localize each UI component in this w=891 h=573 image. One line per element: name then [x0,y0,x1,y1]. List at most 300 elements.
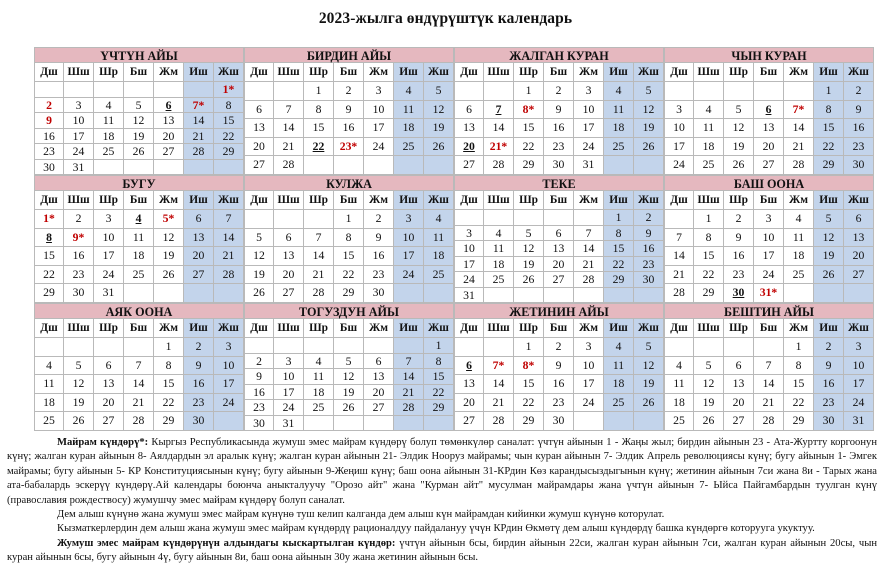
weekday-header: Жш [214,63,244,82]
day-cell: 21 [274,138,304,157]
day-cell: 9 [244,369,274,385]
day-cell [304,416,334,432]
weekday-header: Жш [424,191,454,210]
day-cell: 7 [274,101,304,120]
day-cell: 23 [64,266,94,285]
month-block [664,303,874,431]
day-cell: 12 [424,101,454,120]
day-cell [424,416,454,432]
day-cell: 29 [154,412,184,431]
month-name: ҮЧТҮН АЙЫ [34,47,244,63]
day-cell: 10 [394,229,424,248]
month-name: БИРДИН АЙЫ [244,47,454,63]
day-cell: 19 [64,394,94,413]
day-cell: 20 [94,394,124,413]
weekday-header-row [34,191,244,210]
weekday-header: Иш [814,319,844,338]
day-cell: 3 [274,354,304,370]
week-row [454,210,664,226]
day-cell: 26 [244,284,274,303]
day-cell: 2 [64,210,94,229]
day-cell: 11 [784,229,814,248]
day-cell: 5 [334,354,364,370]
weekday-header: Иш [814,63,844,82]
day-cell: 31 [94,284,124,303]
day-cell [454,82,484,101]
day-cell [664,338,694,357]
day-cell: 15 [424,369,454,385]
weekday-header: Дш [454,63,484,82]
day-cell: 6 [94,357,124,376]
holidays-note-text: Кыргыз Республикасында жумуш эмес майрам күндөрү болуп төмөнкүлөр саналат: үчтүн айынын 1 - Жаңы жыл; бирдин айынын 23 - Ата-Журтту коргоонун күнү; жалган куран айынын 8- Аялдардын эл аралык күнү; жалган куран айынын 21- Элдик Нооруз майрамы; чын куран айынын 7- Элдик Апрель революциясы күнү; бугу айынын 1- Эмгек майрамы; бугу айынын 5- КР Конституциясынын күнү; бугу айынын 9-Жеңиш күнү; баш оона айынын 31-КРдин Көз карандысыздыгынын күнү; жетинин айынын 7си жана 8и - Тарых жана ата-бабалардь эскерүү күндөрү.Ай календары боюнча аныкталуучу "Орозо айт" жана "Курман айт" мусулман майрамдары жана үчтүн айынын 7- Ыйса Пайгамбардын туулган күнү (православия рождествосу) жумушчу эмес майрам күндөрү болуп саналат. [7,437,877,506]
day-cell: 3 [574,82,604,101]
day-cell: 28 [184,144,214,160]
day-cell: 29 [334,284,364,303]
day-cell: 6 [754,101,784,120]
day-cell: 30 [364,284,394,303]
day-cell: 5* [154,210,184,229]
day-cell: 25 [484,272,514,288]
day-cell: 23 [544,138,574,157]
day-cell: 18 [604,375,634,394]
day-cell [364,416,394,432]
calendar-grid [34,47,874,431]
day-cell: 2 [544,82,574,101]
day-cell: 3 [454,226,484,242]
day-cell: 24 [574,138,604,157]
day-cell: 15 [304,119,334,138]
weekday-header: Бш [754,191,784,210]
week-row [664,394,874,413]
day-cell: 9 [634,226,664,242]
day-cell: 23 [814,394,844,413]
day-cell [274,338,304,354]
day-cell: 17 [394,247,424,266]
weekday-header: Иш [394,319,424,338]
day-cell: 29 [424,400,454,416]
weekday-header: Дш [34,191,64,210]
day-cell: 22 [154,394,184,413]
weekday-header: Дш [454,319,484,338]
weekday-header: Шр [724,63,754,82]
day-cell: 6 [454,101,484,120]
day-cell: 27 [544,272,574,288]
week-row [244,156,454,175]
day-cell: 10 [754,229,784,248]
day-cell: 22 [424,385,454,401]
day-cell: 7* [784,101,814,120]
day-cell: 13 [364,369,394,385]
day-cell: 30 [34,160,64,176]
weekday-header: Бш [754,319,784,338]
weekday-header: Шш [274,191,304,210]
day-cell [694,338,724,357]
day-cell [244,338,274,354]
day-cell: 21 [754,394,784,413]
day-cell [724,82,754,101]
day-cell: 12 [154,229,184,248]
weekday-header: Дш [664,63,694,82]
weekday-header-row [34,63,244,82]
day-cell: 27 [724,412,754,431]
day-cell: 21 [784,138,814,157]
day-cell: 16 [244,385,274,401]
day-cell: 5 [724,101,754,120]
month-block [664,47,874,175]
day-cell [34,82,64,98]
day-cell: 11 [394,101,424,120]
day-cell [64,338,94,357]
weekday-header: Шр [514,191,544,210]
day-cell: 14 [274,119,304,138]
day-cell: 20 [454,138,484,157]
day-cell: 8 [304,101,334,120]
day-cell: 14 [214,229,244,248]
weekday-header: Жм [364,319,394,338]
day-cell: 9 [814,357,844,376]
day-cell: 13 [184,229,214,248]
week-row [244,82,454,101]
notes-section [7,436,877,566]
weekday-header: Шр [94,63,124,82]
day-cell: 20 [364,385,394,401]
day-cell: 6 [454,357,484,376]
month-block [454,303,664,431]
day-cell [124,82,154,98]
calendar-quarter [34,303,874,431]
day-cell: 2 [244,354,274,370]
weekday-header: Шр [724,319,754,338]
day-cell: 27 [274,284,304,303]
week-row [244,229,454,248]
weekday-header: Жш [214,191,244,210]
day-cell: 1 [304,82,334,101]
day-cell: 1 [334,210,364,229]
weekday-header: Шр [304,63,334,82]
day-cell: 10 [664,119,694,138]
week-row [34,82,244,98]
day-cell [364,156,394,175]
day-cell: 29 [34,284,64,303]
day-cell: 6 [724,357,754,376]
day-cell: 14 [394,369,424,385]
day-cell: 21 [214,247,244,266]
day-cell: 19 [514,257,544,273]
weekday-header-row [454,191,664,210]
day-cell: 8 [784,357,814,376]
holidays-note [7,436,877,508]
day-cell: 12 [514,241,544,257]
day-cell [784,284,814,303]
day-cell: 2 [844,82,874,101]
day-cell: 3 [394,210,424,229]
weekday-header: Шш [64,63,94,82]
day-cell: 13 [274,247,304,266]
day-cell [94,160,124,176]
week-row [244,101,454,120]
day-cell: 29 [784,412,814,431]
weekday-header-row [34,319,244,338]
weekday-header: Шш [694,191,724,210]
day-cell: 10 [364,101,394,120]
day-cell: 20 [544,257,574,273]
day-cell: 5 [244,229,274,248]
week-row [34,247,244,266]
day-cell: 27 [844,266,874,285]
day-cell: 12 [694,375,724,394]
day-cell: 20 [724,394,754,413]
day-cell: 12 [724,119,754,138]
day-cell: 18 [694,138,724,157]
day-cell: 28 [394,400,424,416]
day-cell: 8 [424,354,454,370]
weekday-header: Жм [784,319,814,338]
month-name: АЯК ООНА [34,303,244,319]
day-cell [274,82,304,101]
day-cell [244,210,274,229]
day-cell: 3 [844,338,874,357]
weekday-header-row [244,63,454,82]
day-cell: 25 [784,266,814,285]
day-cell: 19 [814,247,844,266]
day-cell: 30 [64,284,94,303]
day-cell: 16 [634,241,664,257]
day-cell: 18 [34,394,64,413]
week-row [454,226,664,242]
week-row [244,338,454,354]
weekend-transfer-note: Дем алыш күнүнө жана жумуш эмес майрам күнүнө туш келип калганда дем алыш күн майрамдан кийинки жумуш күнүнө которулат. [57,509,665,521]
day-cell: 19 [634,119,664,138]
weekday-header: Жш [634,319,664,338]
weekday-header: Шр [94,191,124,210]
day-cell [184,284,214,303]
day-cell: 12 [334,369,364,385]
day-cell [214,160,244,176]
day-cell: 8 [334,229,364,248]
day-cell [154,160,184,176]
day-cell [154,284,184,303]
weekday-header: Дш [34,63,64,82]
day-cell: 4 [394,82,424,101]
week-row [664,338,874,357]
weekday-header: Жм [574,319,604,338]
weekday-header: Жм [154,63,184,82]
day-cell: 24 [844,394,874,413]
day-cell: 13 [244,119,274,138]
day-cell: 21* [484,138,514,157]
week-row [244,138,454,157]
day-cell: 11 [124,229,154,248]
week-row [454,156,664,175]
day-cell: 28 [664,284,694,303]
day-cell: 22 [784,394,814,413]
day-cell: 24 [64,144,94,160]
day-cell: 15 [694,247,724,266]
day-cell: 27 [454,156,484,175]
day-cell: 21 [664,266,694,285]
day-cell: 12 [64,375,94,394]
month-block [244,47,454,175]
weekday-header: Иш [394,63,424,82]
day-cell [634,288,664,304]
week-row [454,357,664,376]
day-cell: 16 [814,375,844,394]
day-cell: 4 [664,357,694,376]
week-row [244,210,454,229]
day-cell [664,210,694,229]
weekday-header-row [664,191,874,210]
day-cell: 29 [514,412,544,431]
day-cell [484,82,514,101]
day-cell: 28 [214,266,244,285]
day-cell: 1 [784,338,814,357]
weekday-header: Шш [64,191,94,210]
week-row [664,412,874,431]
week-row [664,375,874,394]
day-cell: 9* [64,229,94,248]
day-cell: 6 [844,210,874,229]
day-cell: 10 [574,357,604,376]
day-cell: 24 [754,266,784,285]
weekday-header: Иш [604,319,634,338]
day-cell: 31 [844,412,874,431]
day-cell: 29 [604,272,634,288]
day-cell: 15 [604,241,634,257]
day-cell [124,284,154,303]
week-row [34,113,244,129]
month-name: БАШ ООНА [664,175,874,191]
day-cell: 5 [814,210,844,229]
week-row [34,357,244,376]
month-name: ТЕКЕ [454,175,664,191]
day-cell: 2 [364,210,394,229]
week-row [34,98,244,114]
weekday-header: Дш [34,319,64,338]
day-cell: 17 [274,385,304,401]
day-cell: 9 [34,113,64,129]
weekday-header: Иш [814,191,844,210]
day-cell [664,82,694,101]
week-row [454,138,664,157]
weekday-header: Шш [274,63,304,82]
week-row [34,412,244,431]
day-cell: 4 [784,210,814,229]
month-block [34,303,244,431]
day-cell: 7 [574,226,604,242]
day-cell: 16 [544,119,574,138]
weekday-header: Жш [214,319,244,338]
day-cell: 30 [544,412,574,431]
day-cell [34,338,64,357]
day-cell: 21 [304,266,334,285]
day-cell: 30 [244,416,274,432]
day-cell: 25 [694,156,724,175]
day-cell: 9 [724,229,754,248]
day-cell: 18 [304,385,334,401]
day-cell [394,284,424,303]
day-cell: 1 [514,82,544,101]
day-cell: 22 [214,129,244,145]
day-cell [604,288,634,304]
day-cell: 31 [64,160,94,176]
day-cell: 8 [154,357,184,376]
day-cell: 8 [814,101,844,120]
day-cell: 16 [364,247,394,266]
holidays-note-label: Майрам күндөрү*: [57,437,149,448]
day-cell: 22 [694,266,724,285]
day-cell: 9 [334,101,364,120]
weekday-header: Иш [604,63,634,82]
day-cell: 16 [64,247,94,266]
day-cell: 6 [184,210,214,229]
day-cell: 15 [784,375,814,394]
day-cell [814,284,844,303]
day-cell: 21 [484,394,514,413]
day-cell: 8* [514,357,544,376]
day-cell: 16 [544,375,574,394]
day-cell: 2 [634,210,664,226]
day-cell: 7 [484,101,514,120]
month-block [244,303,454,431]
day-cell: 6 [544,226,574,242]
day-cell: 11 [94,113,124,129]
week-row [244,354,454,370]
month-name: ЖАЛГАН КУРАН [454,47,664,63]
week-row [34,229,244,248]
day-cell: 27 [184,266,214,285]
day-cell: 8 [604,226,634,242]
day-cell [304,210,334,229]
weekday-header: Иш [184,319,214,338]
day-cell: 12 [244,247,274,266]
day-cell: 11 [604,101,634,120]
day-cell: 14 [784,119,814,138]
day-cell: 14 [484,119,514,138]
weekday-header: Бш [334,191,364,210]
day-cell: 13 [454,375,484,394]
day-cell: 9 [544,101,574,120]
day-cell: 4 [484,226,514,242]
day-cell [274,210,304,229]
week-row [664,138,874,157]
day-cell: 25 [94,144,124,160]
day-cell [244,82,274,101]
day-cell: 27 [154,144,184,160]
day-cell: 1 [814,82,844,101]
day-cell: 1 [424,338,454,354]
day-cell: 25 [664,412,694,431]
day-cell [454,338,484,357]
day-cell: 15 [334,247,364,266]
day-cell: 12 [634,101,664,120]
day-cell: 28 [484,156,514,175]
day-cell [634,156,664,175]
day-cell: 10 [94,229,124,248]
day-cell: 8 [694,229,724,248]
day-cell: 24 [94,266,124,285]
day-cell: 30 [634,272,664,288]
day-cell: 31 [274,416,304,432]
week-row [244,416,454,432]
weekday-header: Жш [424,63,454,82]
day-cell: 25 [394,138,424,157]
day-cell: 14 [184,113,214,129]
day-cell: 24 [364,138,394,157]
weekday-header: Дш [454,191,484,210]
day-cell: 25 [304,400,334,416]
day-cell: 24 [664,156,694,175]
day-cell [544,288,574,304]
